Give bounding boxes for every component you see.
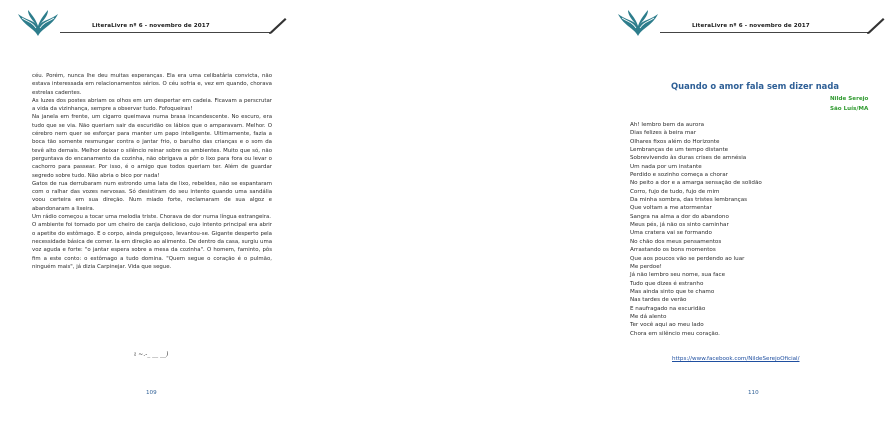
winged-logo-icon [616, 8, 660, 38]
poem-line: No peito a dor e a amarga sensação de solidão [630, 180, 762, 187]
poem-line: Da minha sombra, das tristes lembranças [630, 197, 748, 204]
header-rule [660, 32, 870, 33]
poem-line: Meus pés, já não os sinto caminhar [630, 222, 729, 229]
poem-title: Quando o amor fala sem dizer nada [671, 81, 839, 91]
winged-logo-icon [16, 8, 60, 38]
poem-line: Lembranças de um tempo distante [630, 147, 729, 154]
story-text [32, 72, 272, 271]
poem-line: Tudo que dizes é estranho [630, 280, 704, 287]
poem-line: No chão dos meus pensamentos [630, 238, 722, 245]
author-place: São Luís/MA [830, 106, 869, 112]
pen-icon [268, 16, 288, 34]
poem-line: Que aos poucos vão se perdendo ao luar [630, 255, 745, 262]
poem-line: Arrastando os bons momentos [630, 247, 716, 254]
paragraph: Gatos de rua derrubaram num estrondo uma lata de lixo, rebeldes, não se espantaram com o ralhar das vozes nervosas. Só desistiram do seu intento quando uma sandália voou certeira em sua direção. Num miado forte, reclamaram de sua algoz e abandonaram a lixeira. [32, 180, 272, 212]
poem-line: Corro, fujo de tudo, fujo de mim [630, 188, 720, 195]
poem-line: Ter você aqui ao meu lado [630, 322, 704, 329]
right-page [300, 0, 869, 424]
author-block [830, 94, 868, 114]
poem-line: Olhares fixos além do Horizonte [630, 138, 720, 145]
left-page [0, 0, 300, 424]
poem-line: Sobrevivendo às duras crises de amnésia [630, 155, 747, 162]
page-number: 109 [146, 390, 157, 396]
poem-body [630, 121, 870, 338]
poem-line: Nas tardes de verão [630, 297, 687, 304]
poem-line: Perdido e sozinho começa a chorar [630, 172, 728, 179]
header-title: LiteraLivre nº 6 - novembro de 2017 [92, 23, 210, 29]
header-title: LiteraLivre nº 6 - novembro de 2017 [692, 23, 810, 29]
poem-line: Me perdoe! [630, 263, 662, 270]
poem-line: Sangra na alma a dor do abandono [630, 213, 729, 220]
poem-line: Me dá alento [630, 313, 667, 320]
poem-line: Que voltam a me atormentar [630, 205, 712, 212]
paragraph: O ambiente foi tomado por um cheiro de canja delicioso, cujo intento principal era abrir o apetite do estômago. E o corpo, ainda preguiçoso, levantou-se. Gigante desperto pela necessidade básica de comer. Ia em direção ao alimento. De dentro da casa, surgiu uma voz aguda e forte: "o jantar espera sobre a mesa da cozinha". O homem, faminto, pôs fim a este conto: o estômago a tudo domina. "Quem segue o coração é o pulmão, ninguém mais", já dizia Carpinejar. Vida que segue. [32, 222, 272, 270]
paragraph: Um rádio começou a tocar uma melodia triste. Chorava de dor numa língua estrangeira. [32, 214, 272, 221]
page-number: 110 [748, 390, 759, 396]
poem-line: E naufragado na escuridão [630, 305, 706, 312]
paragraph: As luzes dos postes abriam os olhos em um despertar em cadeia. Ficavam a perscrutar a vida da vizinhança, sempre a observar tudo. Fofoqueiras! [32, 97, 272, 113]
author-name: Nilde Serejo [830, 96, 869, 102]
paragraph: Na janela em frente, um cigarro queimava numa brasa incandescente. No escuro, era tudo que se via. Não queriam sair da escuridão os lábios que o amparavam. Melhor. O cérebro nem quer se esforçar para manter um papo inteligente. Ultimamente, fazia a boca tão somente resmungar contra o jantar frio, o barulho das crianças e o som da tevê alto demais. Melhor deixar o silêncio reinar sobre os ambientes. Muito que só, não perguntava do encanamento da cozinha, não obrigava a pôr o lixo para fora ou levar o cachorro para passear. Por isso, é o amigo que todos queriam ter. Além de guardar segredo sobre tudo. Não abria o bico por nada! [32, 114, 272, 179]
pen-icon [866, 16, 886, 34]
poem-line: Mas ainda sinto que te chamo [630, 288, 715, 295]
paragraph: céu. Porém, nunca lhe deu muitas esperanças. Ela era uma celibatária convicta, não estava interessada em relacionamentos sérios. O céu sofria e, vez em quando, chorava estrelas cadentes. [32, 73, 272, 96]
poem-line: Chora em silêncio meu coração. [630, 330, 720, 337]
poem-line: Dias felizes à beira mar [630, 130, 697, 137]
poem-line: Ah! lembro bem da aurora [630, 122, 705, 128]
header-rule [60, 32, 270, 33]
poem-line: Um nada por um instante [630, 163, 702, 170]
facebook-link[interactable]: https://www.facebook.com/NildeSerejoOficial/ [672, 356, 800, 362]
handwritten-signature: ι ~.-_ __ __) [134, 351, 169, 358]
poem-line: Já não lembro seu nome, sua face [630, 272, 726, 279]
poem-line: Uma cratera vai se formando [630, 230, 712, 237]
